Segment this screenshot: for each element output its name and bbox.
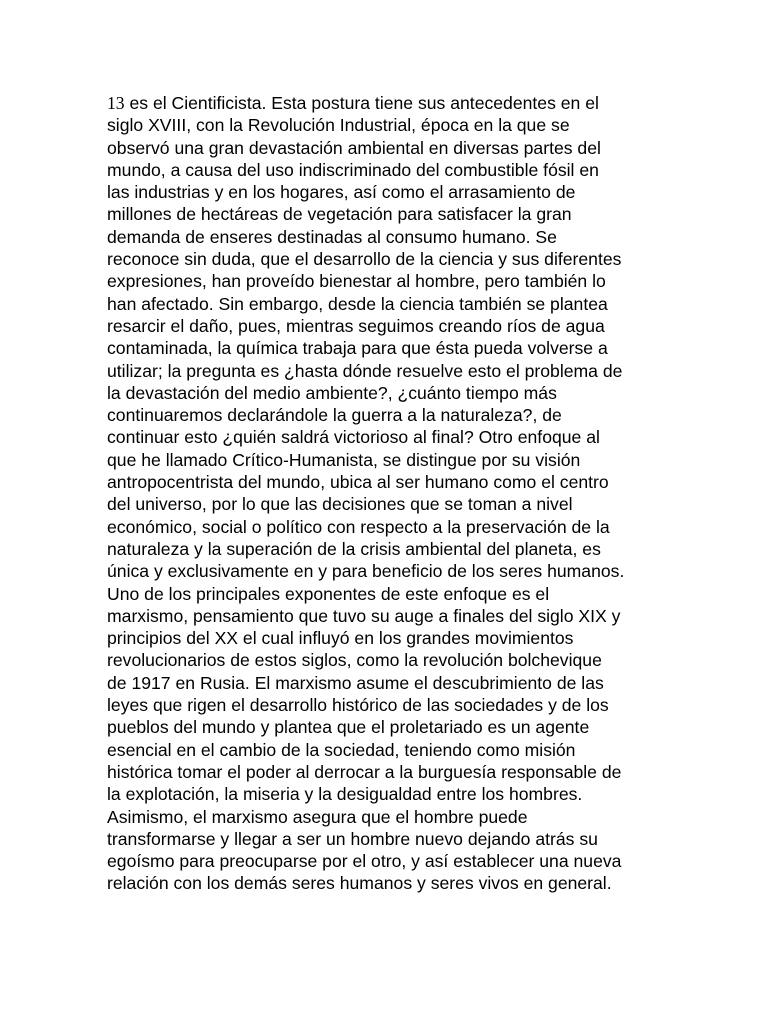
text-line: principios del XX el cual influyó en los grandes movimientos <box>107 628 574 649</box>
text-line: expresiones, han proveído bienestar al hombre, pero también lo <box>107 271 606 292</box>
text-line: la devastación del medio ambiente?, ¿cuánto tiempo más <box>107 382 557 403</box>
text-line: demanda de enseres destinadas al consumo humano. Se <box>107 226 557 247</box>
body-text <box>107 92 707 895</box>
text-line: económico, social o político con respecto a la preservación de la <box>107 516 610 537</box>
text-line: pueblos del mundo y plantea que el proletariado es un agente <box>107 717 590 738</box>
text-line: relación con los demás seres humanos y seres vivos en general. <box>107 873 612 894</box>
text-line: de 1917 en Rusia. El marxismo asume el descubrimiento de las <box>107 672 604 693</box>
text-line: han afectado. Sin embargo, desde la ciencia también se plantea <box>107 293 608 314</box>
text-line: la explotación, la miseria y la desigualdad entre los hombres. <box>107 784 583 805</box>
text-line: esencial en el cambio de la sociedad, teniendo como misión <box>107 739 576 760</box>
text-line: naturaleza y la superación de la crisis ambiental del planeta, es <box>107 538 601 559</box>
text-line: revolucionarios de estos siglos, como la revolución bolchevique <box>107 650 602 671</box>
text-line: reconoce sin duda, que el desarrollo de la ciencia y sus diferentes <box>107 249 622 270</box>
text-line: continuar esto ¿quién saldrá victorioso al final? Otro enfoque al <box>107 427 600 448</box>
text-line: utilizar; la pregunta es ¿hasta dónde resuelve esto el problema de <box>107 360 623 381</box>
text-line: resarcir el daño, pues, mientras seguimos creando ríos de agua <box>107 315 605 336</box>
text-line: Asimismo, el marxismo asegura que el hombre puede <box>107 806 528 827</box>
text-line: leyes que rigen el desarrollo histórico de las sociedades y de los <box>107 695 609 716</box>
text-line: millones de hectáreas de vegetación para satisfacer la gran <box>107 204 572 225</box>
text-line: marxismo, pensamiento que tuvo su auge a finales del siglo XIX y <box>107 605 621 626</box>
text-line: continuaremos declarándole la guerra a la naturaleza?, de <box>107 405 562 426</box>
text-line: Uno de los principales exponentes de este enfoque es el <box>107 583 550 604</box>
text-line: observó una gran devastación ambiental en diversas partes del <box>107 137 601 158</box>
text-line: histórica tomar el poder al derrocar a la burguesía responsable de <box>107 761 622 782</box>
text-line: del universo, por lo que las decisiones que se toman a nivel <box>107 494 573 515</box>
text-line: transformarse y llegar a ser un hombre nuevo dejando atrás su <box>107 828 598 849</box>
text-line-first <box>107 92 707 114</box>
text-line: egoísmo para preocuparse por el otro, y así establecer una nueva <box>107 851 622 872</box>
text-line: que he llamado Crítico-Humanista, se distingue por su visión <box>107 449 581 470</box>
page-number: 13 <box>107 93 125 113</box>
text-line: antropocentrista del mundo, ubica al ser humano como el centro <box>107 472 609 493</box>
text-line: única y exclusivamente en y para beneficio de los seres humanos. <box>107 561 625 582</box>
text-line: mundo, a causa del uso indiscriminado del combustible fósil en <box>107 159 599 180</box>
text-line: las industrias y en los hogares, así como el arrasamiento de <box>107 182 576 203</box>
first-line-text: es el Cientificista. Esta postura tiene sus antecedentes en el <box>124 93 599 113</box>
text-line: siglo XVIII, con la Revolución Industrial, época en la que se <box>107 115 570 136</box>
text-line: contaminada, la química trabaja para que ésta pueda volverse a <box>107 338 608 359</box>
